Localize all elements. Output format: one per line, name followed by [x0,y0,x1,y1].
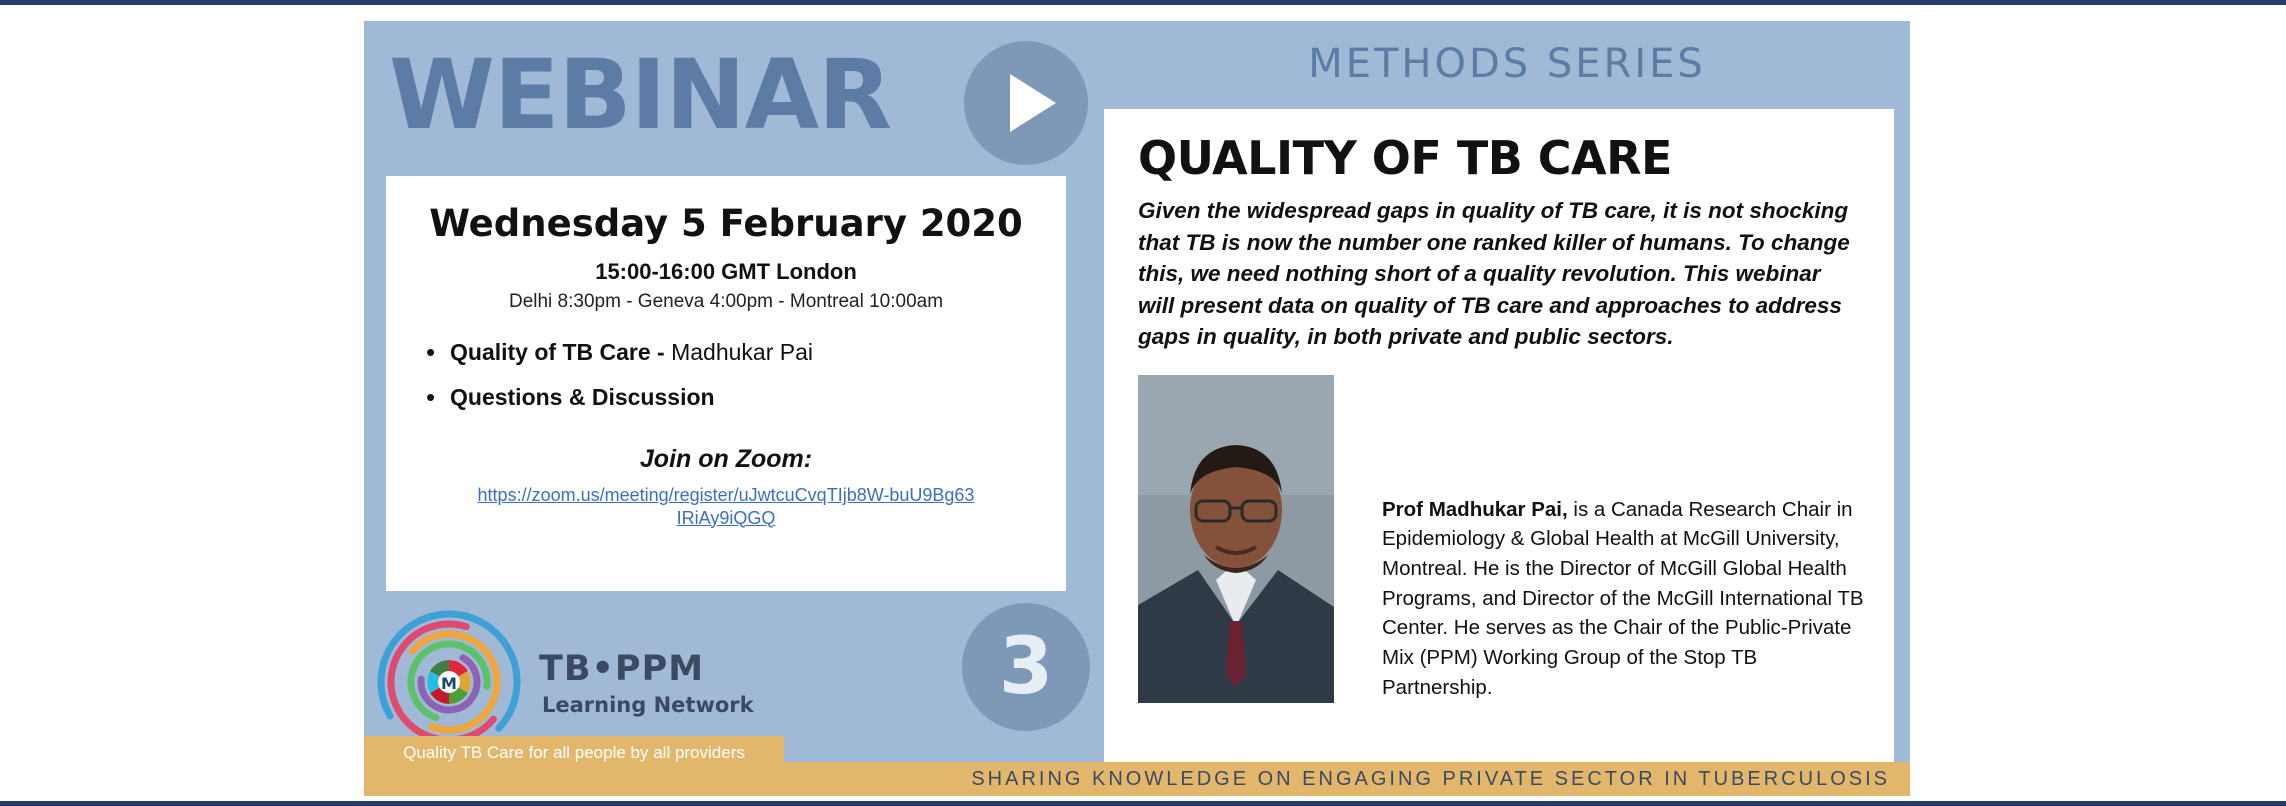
speaker-name: Prof Madhukar Pai, [1382,497,1568,521]
agenda-item-title: Questions & Discussion [450,384,715,410]
svg-text:M: M [441,674,457,693]
agenda-list [424,339,1066,411]
series-label: METHODS SERIES [1308,41,1706,87]
event-date: Wednesday 5 February 2020 [429,202,1023,245]
episode-badge [962,603,1090,731]
list-item [424,384,1066,411]
webinar-flyer [364,21,1910,796]
agenda-item-title: Quality of TB Care - [450,339,672,365]
swirl-logo-icon [374,607,524,757]
logo-tagline: Quality TB Care for all people by all providers [403,743,745,762]
logo-subtitle: Learning Network [542,693,754,717]
speaker-bio [1382,375,1866,703]
details-card [386,176,1066,591]
abstract-text: Given the widespread gaps in quality of TB care, it is not shocking that TB is now the number one ranked killer of humans. To change this, we need nothing short of a quality revolution. This webinar will present data on quality of TB care and approaches to address gaps in quality, in both private and public sectors. [1138,198,1850,349]
zoom-registration-link[interactable]: https://zoom.us/meeting/register/uJwtcuCvqTIjb8W-buU9Bg63IRiAy9iQGQ [477,485,975,528]
page-title: QUALITY OF TB CARE [1138,131,1672,185]
bottom-banner [364,762,1910,796]
play-icon [964,41,1088,165]
event-time: 15:00-16:00 GMT London [595,259,857,284]
logo-name: TB•PPM [539,649,705,689]
flyer-left-column [364,21,1104,796]
episode-number: 3 [998,622,1054,712]
speaker-photo [1138,375,1334,703]
agenda-item-speaker: Madhukar Pai [671,339,814,365]
speaker-bio-text: is a Canada Research Chair in Epidemiology & Global Health at McGill University, Montreal. He is the Director of McGill Global Health Programs, and Director of the McGill International TB Center. He serves as the Chair of the Public-Private Mix (PPM) Working Group of the Stop TB Partnership. [1382,497,1864,699]
avatar [1138,375,1334,703]
list-item [424,339,1066,366]
content-card [1104,109,1894,765]
event-timezones: Delhi 8:30pm - Geneva 4:00pm - Montreal 10:00am [508,291,944,312]
join-label: Join on Zoom: [639,445,813,473]
webinar-heading: WEBINAR [389,39,891,151]
bottom-banner-text: SHARING KNOWLEDGE ON ENGAGING PRIVATE SECTOR IN TUBERCULOSIS [971,768,1890,790]
speaker-section [1138,375,1866,703]
sdg-wheel-icon [427,660,471,704]
